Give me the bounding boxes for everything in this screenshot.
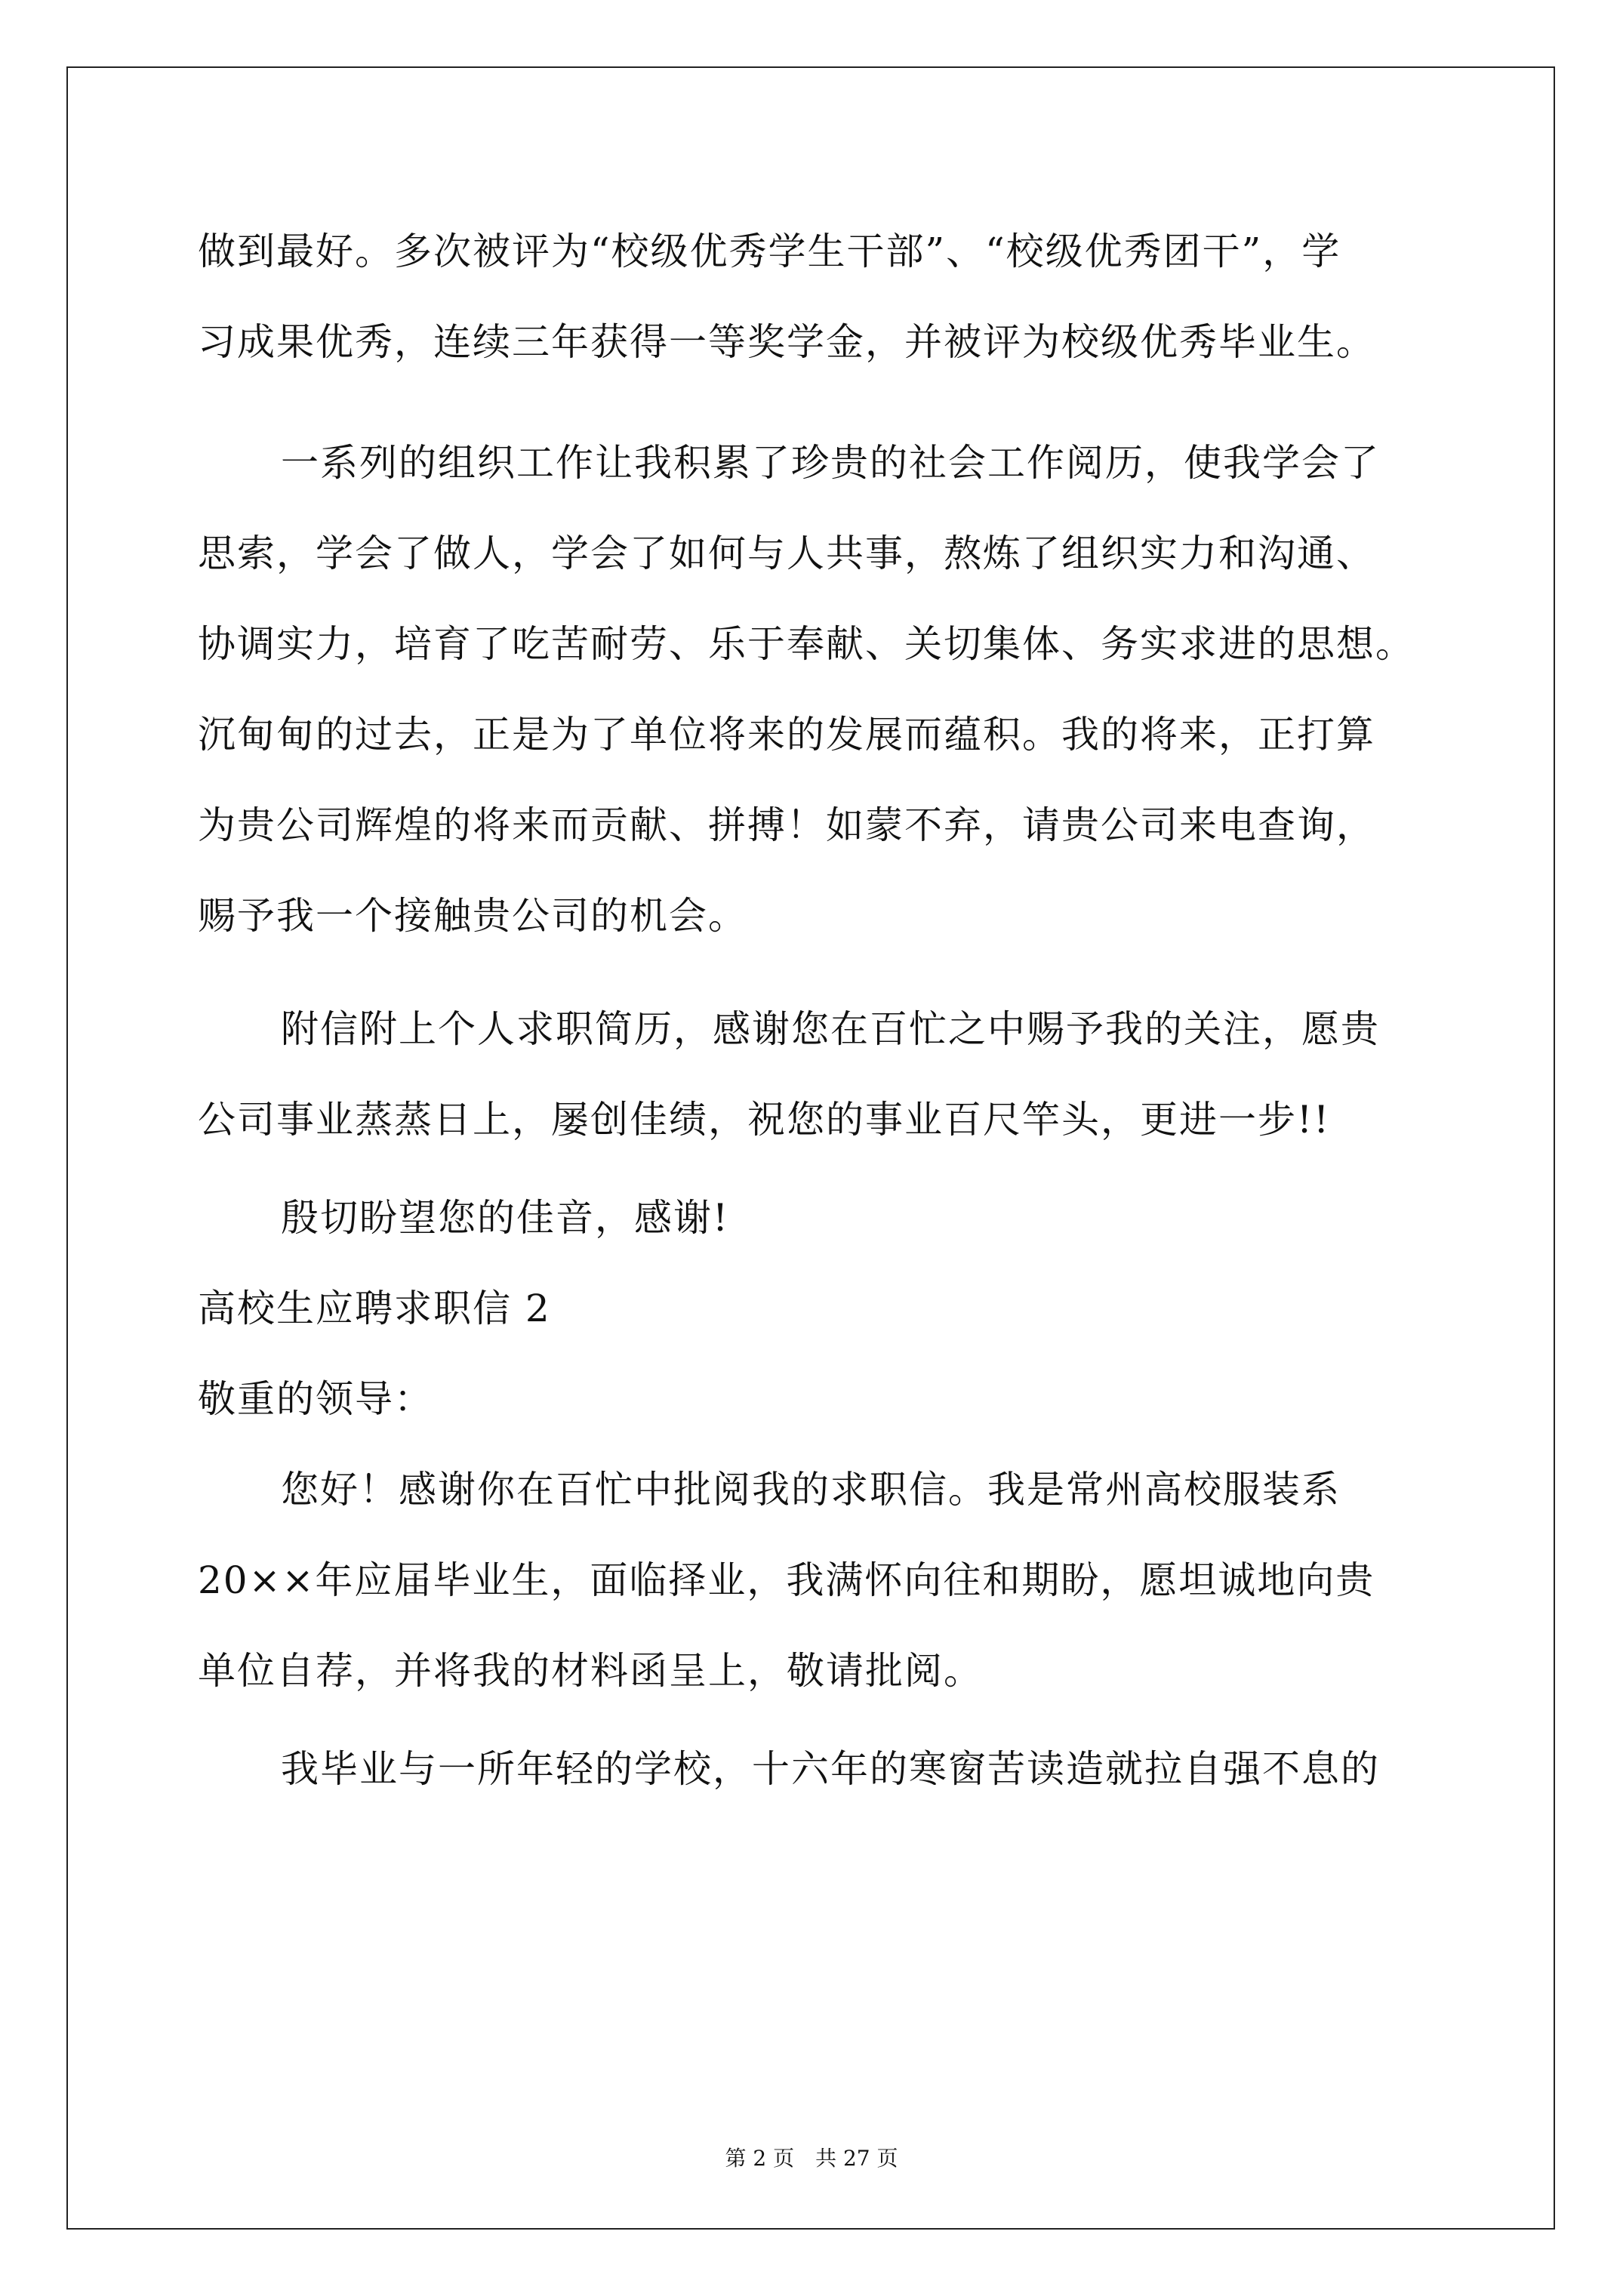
paragraph-first-line: 一系列的组织工作让我积累了珍贵的社会工作阅历，使我学会了 <box>281 441 1380 485</box>
text-line: 为贵公司辉煌的将来而贡献、拼搏！如蒙不弃，请贵公司来电查询， <box>198 803 1375 847</box>
text-line: 公司事业蒸蒸日上，屡创佳绩，祝您的事业百尺竿头，更进一步!! <box>198 1098 1331 1142</box>
text-line: 赐予我一个接触贵公司的机会。 <box>198 894 747 938</box>
text-line: 思索，学会了做人，学会了如何与人共事，熬炼了组织实力和沟通、 <box>198 532 1375 575</box>
text-line: 协调实力，培育了吃苦耐劳、乐于奉献、关切集体、务实求进的思想。 <box>198 622 1415 666</box>
paragraph-first-line: 您好！感谢你在百忙中批阅我的求职信。我是常州高校服装系 <box>281 1468 1341 1512</box>
text-line: 20××年应届毕业生，面临择业，我满怀向往和期盼，愿坦诚地向贵 <box>198 1558 1375 1602</box>
page-border <box>66 66 1555 2230</box>
text-line: 习成果优秀，连续三年获得一等奖学金，并被评为校级优秀毕业生。 <box>198 320 1375 364</box>
section-title: 高校生应聘求职信 2 <box>198 1287 551 1330</box>
paragraph-first-line: 附信附上个人求职简历，感谢您在百忙之中赐予我的关注，愿贵 <box>281 1007 1380 1051</box>
text-line: 做到最好。多次被评为“校级优秀学生干部”、“校级优秀团干”，学 <box>198 230 1341 273</box>
text-line: 沉甸甸的过去，正是为了单位将来的发展而蕴积。我的将来，正打算 <box>198 713 1375 757</box>
paragraph-first-line: 我毕业与一所年轻的学校，十六年的寒窗苦读造就拉自强不息的 <box>281 1747 1380 1791</box>
text-line: 单位自荐，并将我的材料函呈上，敬请批阅。 <box>198 1649 983 1693</box>
paragraph-first-line: 殷切盼望您的佳音，感谢! <box>281 1196 730 1240</box>
page-number: 第 2 页 共 27 页 <box>725 2146 898 2171</box>
salutation: 敬重的领导： <box>198 1377 433 1421</box>
